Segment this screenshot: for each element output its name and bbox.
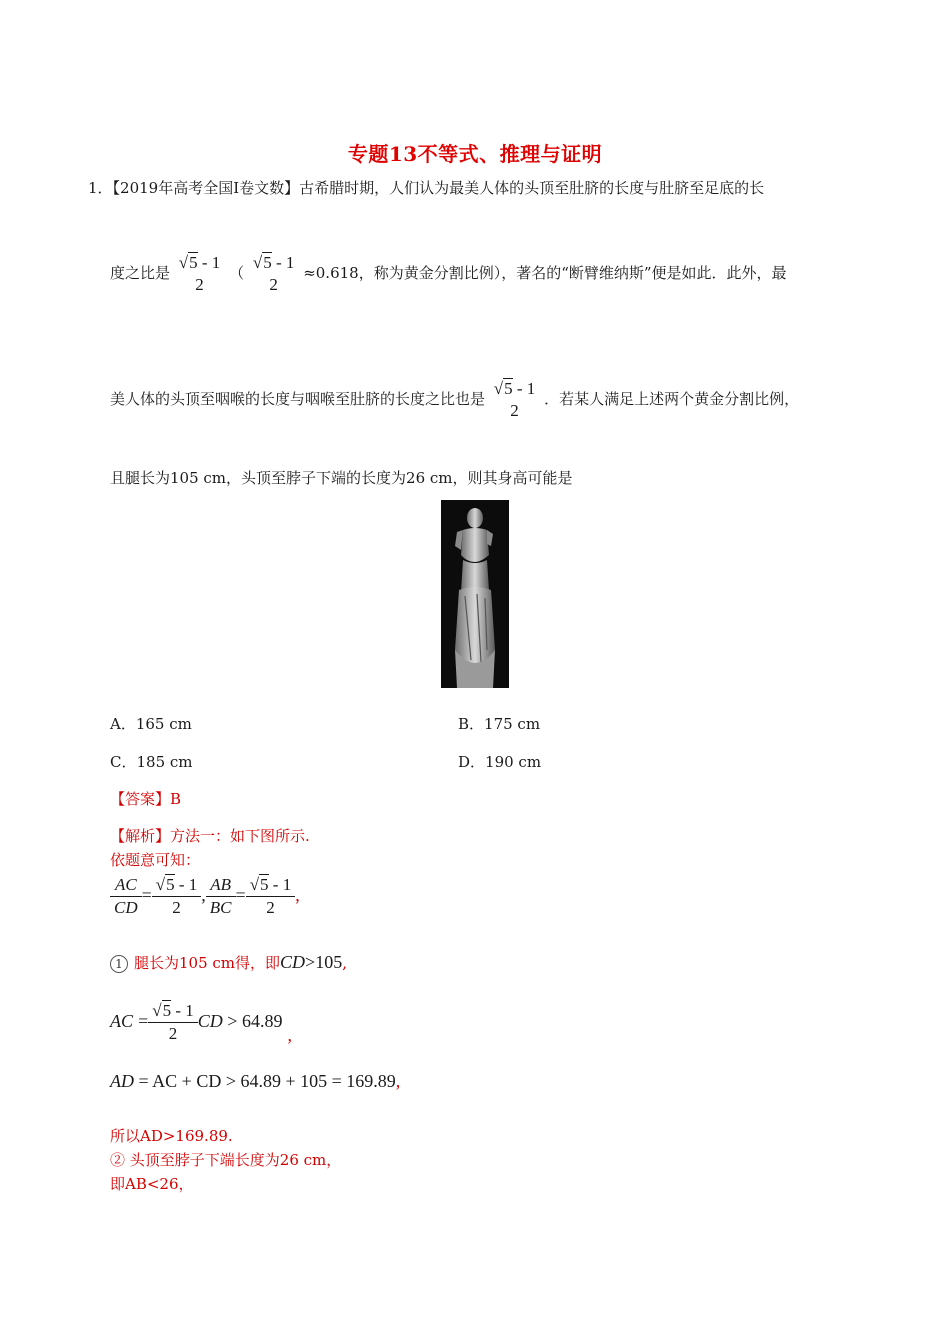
- step-1-var: CD: [280, 952, 306, 972]
- golden-ratio-fraction-3: [490, 378, 540, 422]
- denominator: 2: [269, 275, 278, 294]
- question-source: 【2019年高考全国Ⅰ卷文数】: [112, 179, 300, 197]
- option-a[interactable]: A．165 cm: [110, 715, 192, 733]
- answer-value: B: [170, 790, 182, 808]
- equation-ac: [110, 1000, 292, 1045]
- ac-rhs: > 64.89: [222, 1011, 283, 1031]
- comma: ,: [342, 954, 347, 972]
- radicand: 5: [189, 253, 198, 272]
- question-text-3b: ．若某人满足上述两个黄金分割比例，: [544, 390, 800, 408]
- comma: ,: [201, 885, 206, 905]
- step-1-text: 腿长为105 cm得，即: [134, 954, 281, 972]
- step-2b-line: 即AB<26，: [110, 1175, 194, 1193]
- numerator-tail: - 1: [271, 253, 295, 272]
- cd-var: CD: [197, 1011, 223, 1031]
- option-b[interactable]: B．175 cm: [458, 715, 541, 733]
- comma: ,: [287, 1025, 293, 1045]
- sqrt-sign: √: [249, 875, 260, 894]
- question-line-1: [88, 178, 764, 198]
- numerator-tail: - 1: [171, 1001, 194, 1020]
- sqrt-sign: √: [178, 253, 189, 272]
- ratio-fraction-3: [148, 1000, 198, 1045]
- ratio-fraction-2: [246, 874, 296, 919]
- denominator: 2: [152, 896, 202, 919]
- analysis-line-2: 依题意可知：: [110, 851, 201, 869]
- numerator-tail: - 1: [512, 379, 536, 398]
- step-1-rel: >105: [305, 952, 343, 972]
- question-number: 1．: [88, 179, 113, 197]
- question-text-2: 度之比是: [110, 264, 171, 282]
- equals-sign: =: [138, 1011, 149, 1031]
- numerator-tail: - 1: [174, 875, 198, 894]
- denominator: 2: [195, 275, 204, 294]
- radicand: 5: [166, 875, 175, 894]
- equals-sign: =: [141, 885, 152, 905]
- numerator-tail: - 1: [197, 253, 221, 272]
- question-line-2: [110, 252, 787, 296]
- so-line: 所以AD>169.89.: [110, 1127, 233, 1145]
- ad-rhs: = AC + CD > 64.89 + 105 = 169.89: [134, 1071, 396, 1091]
- equation-ad: [110, 1071, 400, 1092]
- radicand: 5: [260, 875, 269, 894]
- option-d[interactable]: D．190 cm: [458, 753, 542, 771]
- question-line-4: 且腿长为105 cm，头顶至脖子下端的长度为26 cm，则其身高可能是: [110, 469, 573, 487]
- comma: ,: [295, 885, 300, 905]
- step-2-line: ② 头顶至脖子下端长度为26 cm，: [110, 1151, 342, 1169]
- cd-term: CD: [110, 896, 142, 919]
- step-1-line: [110, 952, 347, 973]
- ac-over-cd: [110, 874, 142, 919]
- circled-number-1: 1: [110, 955, 128, 973]
- analysis-label: 【解析】: [110, 827, 171, 845]
- equation-ratios: [110, 874, 300, 919]
- ac-term: AC: [114, 875, 137, 894]
- sqrt-sign: √: [493, 379, 504, 398]
- sqrt-sign: √: [155, 875, 166, 894]
- equals-sign: =: [235, 885, 246, 905]
- venus-statue-image: [441, 500, 509, 688]
- statue-figure: [441, 500, 509, 688]
- option-c[interactable]: C．185 cm: [110, 753, 193, 771]
- ab-over-bc: [206, 874, 236, 919]
- golden-ratio-fraction-2: [249, 252, 299, 296]
- page-title: 专题13不等式、推理与证明: [347, 142, 603, 166]
- analysis-line-1: [110, 826, 310, 846]
- radicand: 5: [263, 253, 272, 272]
- golden-ratio-fraction: [175, 252, 225, 296]
- question-text-2b: ≈0.618，称为黄金分割比例），著名的“断臂维纳斯”便是如此．此外，最: [303, 264, 787, 282]
- question-text-1: 古希腊时期，人们认为最美人体的头顶至肚脐的长度与肚脐至足底的长: [299, 179, 765, 197]
- comma: ,: [395, 1071, 401, 1091]
- answer-label: 【答案】: [110, 790, 171, 808]
- ad-lhs: AD: [110, 1071, 134, 1091]
- answer-line: [110, 789, 181, 809]
- sqrt-sign: √: [252, 253, 263, 272]
- question-line-3: [110, 378, 799, 422]
- ab-term: AB: [210, 875, 232, 894]
- ac-lhs: AC: [110, 1011, 134, 1031]
- radicand: 5: [162, 1001, 172, 1020]
- denominator: 2: [148, 1022, 198, 1045]
- sqrt-sign: √: [152, 1001, 162, 1020]
- bc-term: BC: [206, 896, 236, 919]
- paren-open: （: [229, 264, 245, 282]
- denominator: 2: [246, 896, 296, 919]
- numerator-tail: - 1: [268, 875, 292, 894]
- ratio-fraction-1: [152, 874, 202, 919]
- radicand: 5: [504, 379, 513, 398]
- analysis-intro: 方法一：如下图所示.: [170, 827, 310, 845]
- question-text-3: 美人体的头顶至咽喉的长度与咽喉至肚脐的长度之比也是: [110, 390, 486, 408]
- denominator: 2: [510, 401, 519, 420]
